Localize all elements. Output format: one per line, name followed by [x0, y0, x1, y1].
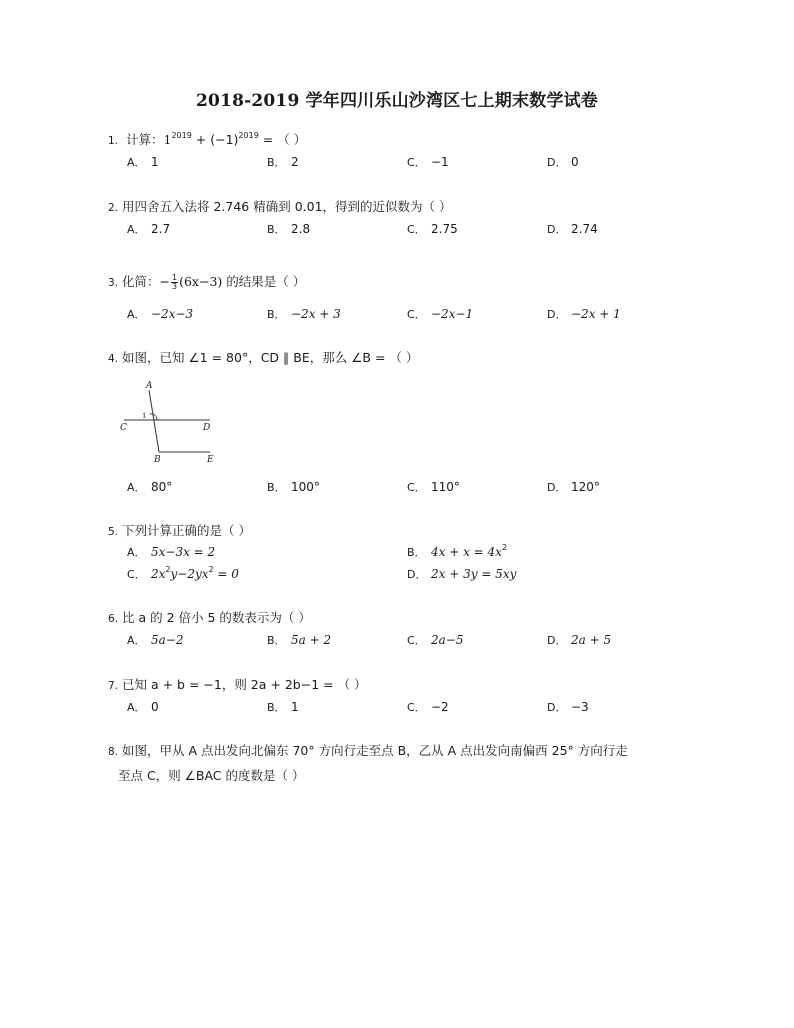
option-text: 5a + 2 — [291, 633, 332, 647]
question-number: 8. — [108, 746, 119, 758]
option-label: B． — [267, 701, 286, 714]
question-prefix: 计算： — [125, 132, 164, 147]
q5-option-c[interactable] — [127, 566, 239, 582]
fraction — [171, 274, 178, 291]
base-2: (−1) — [210, 132, 239, 147]
question-suffix: = （ ） — [258, 132, 307, 147]
base-1: 1 — [163, 132, 172, 147]
option-text-part: = 0 — [213, 567, 239, 581]
q7-option-a[interactable] — [127, 699, 159, 715]
option-text: −2x−1 — [431, 307, 474, 321]
q1-option-a[interactable] — [127, 154, 159, 170]
fraction-numerator: 1 — [172, 273, 178, 282]
option-text: −2 — [431, 700, 449, 714]
option-text: 80° — [151, 480, 173, 494]
option-text: 4x + x = 4x — [431, 545, 502, 559]
q6-option-a[interactable] — [127, 632, 183, 648]
q5-option-a[interactable] — [127, 544, 215, 560]
question-text: 用四舍五入法将 2.746 精确到 0.01，得到的近似数为（ ） — [122, 199, 452, 214]
question-number: 1. — [108, 135, 119, 147]
option-label: D． — [547, 156, 567, 169]
option-text: 1 — [291, 700, 299, 714]
option-text: −3 — [571, 700, 589, 714]
q4-option-d[interactable] — [547, 479, 600, 495]
q4-option-a[interactable] — [127, 479, 172, 495]
option-text: −2x−3 — [151, 307, 194, 321]
option-label: D． — [547, 701, 567, 714]
option-text: 2x + 3y = 5xy — [431, 567, 517, 581]
option-exponent: 2 — [501, 543, 508, 552]
option-label: B． — [267, 308, 286, 321]
option-text: 2a−5 — [431, 633, 464, 647]
question-number: 3. — [108, 277, 119, 289]
question-number: 5. — [108, 526, 119, 538]
option-text: 2 — [291, 155, 299, 169]
q3-option-a[interactable] — [127, 306, 193, 322]
q1-option-b[interactable] — [267, 154, 299, 170]
option-label: D． — [547, 634, 567, 647]
option-exponent: 2 — [165, 565, 171, 574]
question-text-line-2: 至点 C，则 ∠BAC 的度数是（ ） — [118, 768, 305, 783]
option-label: A． — [127, 223, 146, 236]
point-label-c: C — [120, 423, 127, 433]
q3-option-b[interactable] — [267, 306, 341, 322]
option-label: A． — [127, 546, 146, 559]
option-text: 100° — [291, 480, 320, 494]
q6-option-d[interactable] — [547, 632, 611, 648]
q1-option-d[interactable] — [547, 154, 579, 170]
q7-option-b[interactable] — [267, 699, 299, 715]
q7-option-c[interactable] — [407, 699, 449, 715]
option-text: 0 — [571, 155, 579, 169]
point-label-d: D — [203, 423, 211, 433]
option-label: C． — [407, 308, 426, 321]
option-label: A． — [127, 634, 146, 647]
option-label: C． — [407, 156, 426, 169]
option-label: A． — [127, 701, 146, 714]
option-label: B． — [407, 546, 426, 559]
option-label: C． — [407, 481, 426, 494]
option-text-part: 2x — [151, 567, 166, 581]
point-label-a: A — [146, 381, 153, 391]
q3-option-d[interactable] — [547, 306, 621, 322]
option-text: 1 — [151, 155, 159, 169]
option-text: 0 — [151, 700, 159, 714]
q6-option-c[interactable] — [407, 632, 463, 648]
question-text-line-1: 如图，甲从 A 点出发向北偏东 70° 方向行走至点 B，乙从 A 点出发向南偏西 25° 方向行走 — [122, 743, 628, 758]
option-text-part: y−2yx — [170, 567, 209, 581]
angle-label-1: 1 — [142, 412, 147, 420]
option-text: 120° — [571, 480, 600, 494]
question-8-continuation — [118, 767, 304, 785]
q4-option-b[interactable] — [267, 479, 320, 495]
question-5 — [108, 522, 251, 541]
option-text: 2a + 5 — [571, 633, 612, 647]
option-label: C． — [407, 634, 426, 647]
q2-option-d[interactable] — [547, 221, 598, 237]
fraction-denominator: 3 — [172, 282, 178, 291]
option-label: A． — [127, 156, 146, 169]
option-label: A． — [127, 481, 146, 494]
option-label: B． — [267, 481, 286, 494]
line-ab — [149, 390, 159, 452]
point-label-b: B — [154, 455, 161, 464]
plus-sign: + — [191, 132, 211, 147]
question-8 — [108, 742, 628, 761]
q2-option-c[interactable] — [407, 221, 458, 237]
question-number: 4. — [108, 353, 119, 365]
option-label: C． — [127, 568, 146, 581]
question-3 — [108, 273, 305, 292]
option-label: C． — [407, 701, 426, 714]
question-text: 比 a 的 2 倍小 5 的数表示为（ ） — [122, 610, 311, 625]
q5-option-b[interactable] — [407, 544, 507, 560]
option-label: B． — [267, 223, 286, 236]
option-label: D． — [407, 568, 427, 581]
question-6 — [108, 609, 311, 628]
q3-option-c[interactable] — [407, 306, 473, 322]
q2-option-a[interactable] — [127, 221, 170, 237]
point-label-e: E — [207, 455, 214, 464]
question-number: 7. — [108, 680, 119, 692]
q6-option-b[interactable] — [267, 632, 331, 648]
option-text: 2.74 — [571, 222, 598, 236]
question-prefix: 化简： — [122, 274, 160, 289]
option-text: 2.8 — [291, 222, 311, 236]
exponent-2: 2019 — [238, 131, 259, 140]
option-label: D． — [547, 223, 567, 236]
option-text: 2.75 — [431, 222, 458, 236]
question-text: 如图，已知 ∠1 = 80°，CD ∥ BE，那么 ∠B = （ ） — [122, 350, 419, 365]
option-text: 110° — [431, 480, 460, 494]
question-number: 6. — [108, 613, 119, 625]
question-text: 下列计算正确的是（ ） — [122, 523, 251, 538]
option-text: −2x + 1 — [571, 307, 621, 321]
q4-option-c[interactable] — [407, 479, 460, 495]
question-7 — [108, 676, 367, 695]
option-text: −2x + 3 — [291, 307, 341, 321]
option-exponent: 2 — [208, 565, 214, 574]
question-4 — [108, 349, 418, 368]
option-label: A． — [127, 308, 146, 321]
q1-option-c[interactable] — [407, 154, 449, 170]
question-number: 2. — [108, 202, 119, 214]
option-label: B． — [267, 634, 286, 647]
option-text: 5a−2 — [151, 633, 184, 647]
page-title: 2018-2019 学年四川乐山沙湾区七上期末数学试卷 — [195, 91, 598, 111]
question-1 — [108, 131, 306, 150]
exponent-1: 2019 — [171, 131, 192, 140]
q7-option-d[interactable] — [547, 699, 589, 715]
question-2 — [108, 198, 452, 217]
option-label: D． — [547, 308, 567, 321]
question-suffix: 的结果是（ ） — [222, 274, 306, 289]
minus-sign: − — [159, 274, 170, 289]
expression: (6x−3) — [179, 274, 223, 289]
option-label: B． — [267, 156, 286, 169]
option-text: 2.7 — [151, 222, 171, 236]
option-label: D． — [547, 481, 567, 494]
parallel-lines-figure — [112, 378, 222, 464]
option-text: 5x−3x = 2 — [151, 545, 216, 559]
q5-option-d[interactable] — [407, 566, 516, 582]
option-label: C． — [407, 223, 426, 236]
option-text: −1 — [431, 155, 449, 169]
question-text: 已知 a + b = −1，则 2a + 2b−1 = （ ） — [122, 677, 367, 692]
q2-option-b[interactable] — [267, 221, 310, 237]
